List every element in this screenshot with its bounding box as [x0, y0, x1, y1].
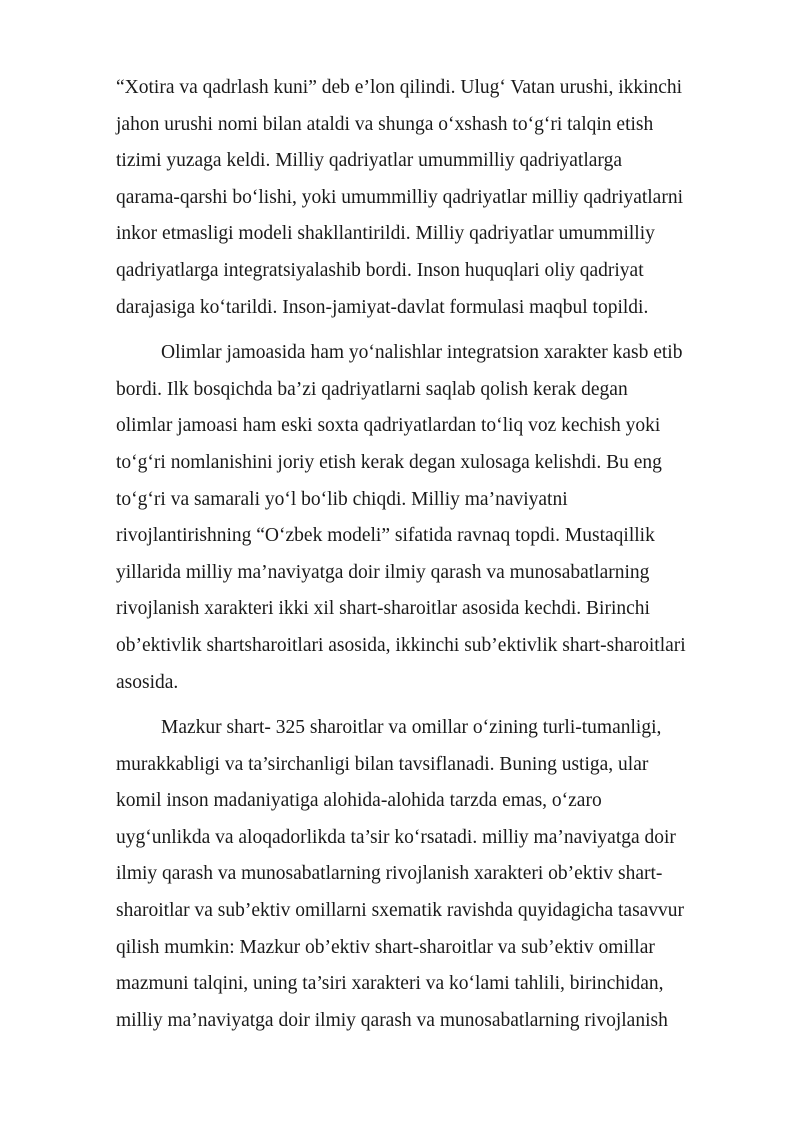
paragraph-3	[116, 710, 742, 1039]
text-line: Olimlar jamoasida ham yo‘nalishlar integratsion xarakter kasb etib	[161, 342, 683, 364]
text-line: ob’ektivlik shartsharoitlari asosida, ikkinchi sub’ektivlik shart-sharoitlari	[116, 634, 686, 656]
text-line: asosida.	[116, 671, 179, 693]
text-line: qilish mumkin: Mazkur ob’ektiv shart-sharoitlar va sub’ektiv omillar	[116, 936, 655, 958]
text-line: komil inson madaniyatiga alohida-alohida tarzda emas, o‘zaro	[116, 790, 602, 812]
text-line: yillarida milliy ma’naviyatga doir ilmiy qarash va munosabatlarning	[116, 561, 650, 583]
text-line: tizimi yuzaga keldi. Milliy qadriyatlar umummilliy qadriyatlarga	[116, 150, 622, 172]
text-line: milliy ma’naviyatga doir ilmiy qarash va munosabatlarning rivojlanish	[116, 1009, 668, 1031]
text-line: rivojlanish xarakteri ikki xil shart-sharoitlar asosida kechdi. Birinchi	[116, 598, 650, 620]
text-line: “Xotira va qadrlash kuni” deb e’lon qilindi. Ulug‘ Vatan urushi, ikkinchi	[116, 77, 683, 98]
text-line: qadriyatlarga integratsiyalashib bordi. Inson huquqlari oliy qadriyat	[116, 259, 644, 281]
text-line: jahon urushi nomi bilan ataldi va shunga o‘xshash to‘g‘ri talqin etish	[116, 113, 654, 135]
text-line: murakkabligi va ta’sirchanligi bilan tavsiflanadi. Buning ustiga, ular	[116, 753, 649, 775]
text-line: qarama-qarshi bo‘lishi, yoki umummilliy qadriyatlar milliy qadriyatlarni	[116, 186, 683, 208]
text-line: olimlar jamoasi ham eski soxta qadriyatlardan to‘liq voz kechish yoki	[116, 415, 661, 437]
text-line: inkor etmasligi modeli shakllantirildi. Milliy qadriyatlar umummilliy	[116, 223, 655, 245]
text-line: darajasiga ko‘tarildi. Inson-jamiyat-davlat formulasi maqbul topildi.	[116, 296, 649, 318]
paragraph-2	[116, 335, 742, 701]
text-line: to‘g‘ri nomlanishini joriy etish kerak degan xulosaga kelishdi. Bu eng	[116, 451, 662, 473]
text-line: sharoitlar va sub’ektiv omillarni sxematik ravishda quyidagicha tasavvur	[116, 900, 685, 922]
text-line: Mazkur shart- 325 sharoitlar va omillar o‘zining turli-tumanligi,	[161, 717, 662, 739]
text-line: to‘g‘ri va samarali yo‘l bo‘lib chiqdi. Milliy ma’naviyatni	[116, 488, 568, 510]
text-line: bordi. Ilk bosqichda ba’zi qadriyatlarni saqlab qolish kerak degan	[116, 378, 628, 400]
document-page	[116, 70, 742, 1039]
text-line: uyg‘unlikda va aloqadorlikda ta’sir ko‘rsatadi. milliy ma’naviyatga doir	[116, 826, 676, 848]
text-line: rivojlantirishning “O‘zbek modeli” sifatida ravnaq topdi. Mustaqillik	[116, 525, 655, 547]
text-line: ilmiy qarash va munosabatlarning rivojlanish xarakteri ob’ektiv shart-	[116, 863, 663, 885]
text-line: mazmuni talqini, uning ta’siri xarakteri va ko‘lami tahlili, birinchidan,	[116, 973, 664, 995]
paragraph-1	[116, 70, 742, 326]
